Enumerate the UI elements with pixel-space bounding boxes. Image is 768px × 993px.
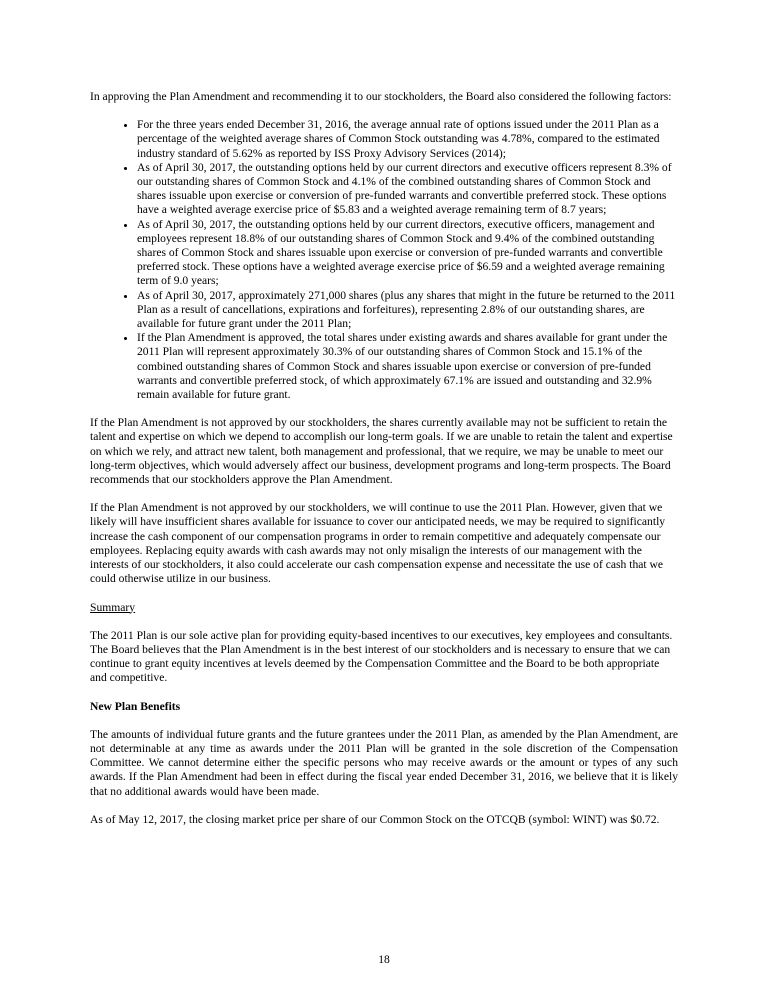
list-item: • As of April 30, 2017, the outstanding options held by our current directors, executive officers, management and employees represent 18.8% of our outstanding shares of Common Stock and 9.4% of the combined outstanding shares of Common Stock and shares issuable upon exercise or conversion of pre-funded warrants and convertible preferred stock. These options have a weighted average exercise price of $6.59 and a weighted average remaining term of 9.0 years;	[137, 218, 678, 289]
summary-paragraph: The 2011 Plan is our sole active plan for providing equity-based incentives to our executives, key employees and consultants. The Board believes that the Plan Amendment is in the best interest of our stockholders and is necessary to ensure that we can continue to grant equity incentives at levels deemed by the Compensation Committee and the Board to be both appropriate and competitive.	[90, 628, 673, 685]
page-number: 18	[378, 952, 390, 966]
new-plan-benefits-heading: New Plan Benefits	[90, 699, 181, 713]
intro-paragraph: In approving the Plan Amendment and recommending it to our stockholders, the Board also considered the following factors:	[90, 90, 672, 103]
new-plan-benefits-paragraph: The amounts of individual future grants and the future grantees under the 2011 Plan, as amended by the Plan Amendment, are not determinable at any time as awards under the 2011 Plan will be granted in the sole discretion of the Compensation Committee. We cannot determine either the specific persons who may receive awards or the amount or types of any such awards. If the Plan Amendment had been in effect during the fiscal year ended December 31, 2016, we believe that it is likely that no additional awards would have been made.	[90, 727, 678, 798]
list-item: • If the Plan Amendment is approved, the total shares under existing awards and shares available for grant under the 2011 Plan will represent approximately 30.3% of our outstanding shares of Common Stock and 15.1% of the combined outstanding shares of Common Stock and shares issuable upon exercise or conversion of pre-funded warrants and convertible preferred stock, of which approximately 67.1% are issued and outstanding and 32.9% remain available for future grant.	[137, 331, 678, 402]
closing-market-price-paragraph: As of May 12, 2017, the closing market price per share of our Common Stock on the OTCQB (symbol: WINT) was $0.72.	[90, 812, 660, 826]
list-item: • For the three years ended December 31, 2016, the average annual rate of options issued under the 2011 Plan as a percentage of the weighted average shares of Common Stock outstanding was 4.78%, compared to the estimated industry standard of 5.62% as reported by ISS Proxy Advisory Services (2014);	[137, 118, 678, 161]
paragraph-plan-not-approved-2: If the Plan Amendment is not approved by our stockholders, we will continue to use the 2011 Plan. However, given that we likely will have insufficient shares available for issuance to cover our anticipated needs, we may be required to significantly increase the cash component of our compensation programs in order to remain competitive and adequately compensate our employees. Replacing equity awards with cash awards may not only misalign the interests of our management with the interests of our stockholders, it also could accelerate our cash compensation expense and necessitate the use of cash that we could otherwise utilize in our business.	[90, 501, 666, 586]
summary-heading: Summary	[90, 600, 136, 614]
list-item: • As of April 30, 2017, the outstanding options held by our current directors and executive officers represent 8.3% of our outstanding shares of Common Stock and 4.1% of the combined outstanding shares of Common Stock and shares issuable upon exercise or conversion of pre-funded warrants and convertible preferred stock. These options have a weighted average exercise price of $5.83 and a weighted average remaining term of 8.7 years;	[137, 161, 678, 218]
factors-list	[90, 118, 678, 402]
list-item: • As of April 30, 2017, approximately 271,000 shares (plus any shares that might in the future be returned to the 2011 Plan as a result of cancellations, expirations and forfeitures), representing 2.8% of our outstanding shares, are available for future grant under the 2011 Plan;	[137, 289, 678, 332]
paragraph-plan-not-approved-1: If the Plan Amendment is not approved by our stockholders, the shares currently available may not be sufficient to retain the talent and expertise on which we depend to accomplish our long-term goals. If we are unable to retain the talent and expertise on which we rely, and attract new talent, both management and professional, that we require, we may be unable to meet our long-term objectives, which would adversely affect our business, development programs and long-term prospects. The Board recommends that our stockholders approve the Plan Amendment.	[90, 416, 673, 487]
